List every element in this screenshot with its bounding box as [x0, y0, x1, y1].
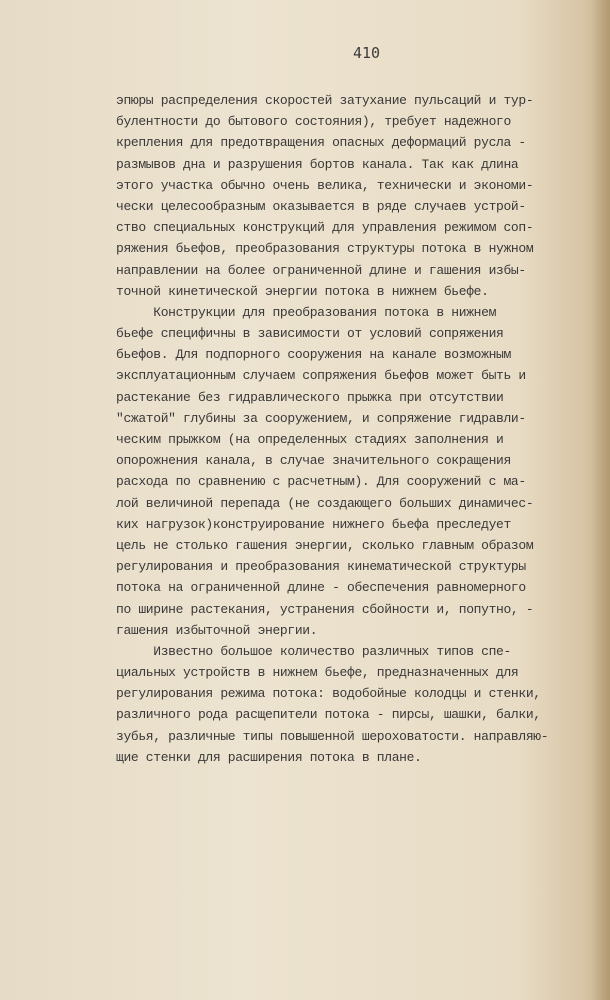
- text-line: различного рода расщепители потока - пирсы, шашки, балки,: [116, 707, 541, 723]
- text-line: точной кинетической энергии потока в нижнем бьефе.: [116, 283, 489, 299]
- text-line: эпюры распределения скоростей затухание пульсаций и тур-: [116, 93, 534, 108]
- text-line: потока на ограниченной длине - обеспечения равномерного: [116, 580, 526, 596]
- text-line: по ширине растекания, устранения сбойности и, попутно, -: [116, 601, 534, 617]
- text-line: этого участка обычно очень велика, технически и экономи-: [116, 177, 534, 193]
- text-line: бьефов. Для подпорного сооружения на канале возможным: [116, 347, 511, 363]
- page-edge-shadow: [592, 0, 610, 1000]
- text-line: размывов дна и разрушения бортов канала. Так как длина: [116, 156, 519, 172]
- text-line: эксплуатационным случаем сопряжения бьефов может быть и: [116, 368, 526, 384]
- text-line: крепления для предотвращения опасных деформаций русла -: [116, 135, 526, 151]
- text-line: ких нагрузок)конструирование нижнего бьефа преследует: [116, 516, 511, 532]
- text-line: расхода по сравнению с расчетным). Для сооружений с ма-: [116, 474, 526, 490]
- text-line: растекание без гидравлического прыжка при отсутствии: [116, 389, 504, 405]
- text-line: ряжения бьефов, преобразования структуры потока в нужном: [116, 241, 534, 257]
- text-line: регулирования и преобразования кинематической структуры: [116, 559, 526, 575]
- text-line: гашения избыточной энергии.: [116, 622, 318, 638]
- text-line: бьефе специфичны в зависимости от условий сопряжения: [116, 326, 504, 342]
- text-line: опорожнения канала, в случае значительного сокращения: [116, 453, 511, 469]
- text-line: направлении на более ограниченной длине и гашения избы-: [116, 262, 526, 278]
- text-line: булентности до бытового состояния), требует надежного: [116, 114, 511, 130]
- body-text: [116, 90, 596, 768]
- text-line: Конструкции для преобразования потока в нижнем: [116, 304, 497, 320]
- text-line: ческим прыжком (на определенных стадиях заполнения и: [116, 432, 504, 447]
- text-line: "сжатой" глубины за сооружением, и сопряжение гидравли-: [116, 410, 526, 426]
- text-line: циальных устройств в нижнем бьефе, предназначенных для: [116, 665, 519, 681]
- text-line: ство специальных конструкций для управления режимом соп-: [116, 220, 534, 236]
- text-line: лой величиной перепада (не создающего больших динамичес-: [116, 495, 534, 511]
- page-number: 410: [353, 44, 381, 62]
- text-line: Известно большое количество различных типов спе-: [116, 643, 511, 659]
- text-line: щие стенки для расширения потока в плане.: [116, 749, 422, 765]
- text-line: чески целесообразным оказывается в ряде случаев устрой-: [116, 198, 526, 214]
- text-line: зубья, различные типы повышенной шероховатости. направляю-: [116, 728, 549, 744]
- text-line: цель не столько гашения энергии, сколько главным образом: [116, 537, 534, 553]
- text-line: регулирования режима потока: водобойные колодцы и стенки,: [116, 686, 541, 702]
